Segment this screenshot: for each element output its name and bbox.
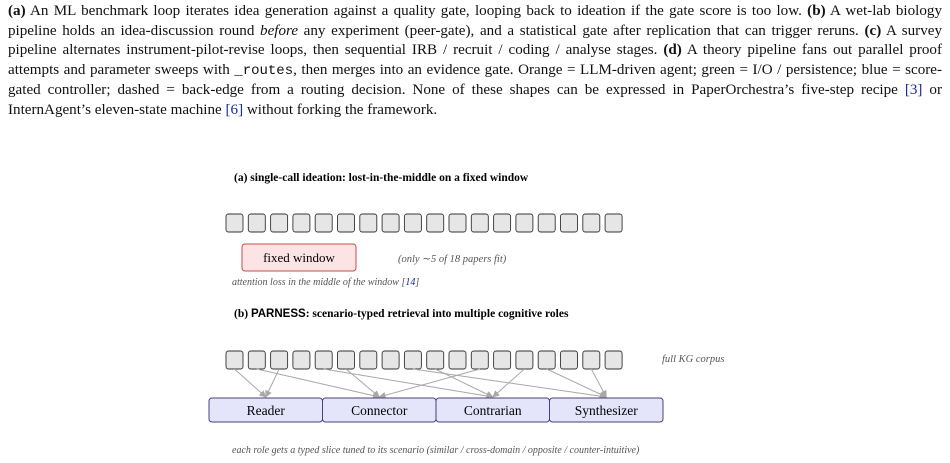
panel-a-paper-4 [293,214,310,232]
panel-b-paper-15 [538,351,555,369]
panel-a-paper-2 [248,214,265,232]
panel-a-paper-8 [382,214,399,232]
panel-a-paper-14 [516,214,533,232]
caption-label-b: (b) [807,3,826,19]
panel-b-paper-16 [561,351,578,369]
role-label-contrarian: Contrarian [463,403,522,418]
caption-label-d: (d) [663,42,682,59]
panel-a-paper-7 [360,214,377,232]
panel-b-paper-2 [248,351,265,369]
retrieval-arrow-9 [493,369,525,397]
citation-link-14[interactable]: 14 [405,277,416,288]
panel-b-paper-14 [516,351,533,369]
panel-a-paper-3 [271,214,288,232]
panel-b-paper-7 [360,351,377,369]
caption-text-d1: A theory pipeline fans out parallel proof attempts and parameter sweeps with [8,42,942,78]
panel-b-paper-8 [382,351,399,369]
panel-a-paper-5 [315,214,332,232]
caption-text-b1: A wet-lab biology pipeline holds an idea-discussion round [8,3,943,39]
caption-text-a: An ML benchmark loop iterates idea generation against a quality gate, looping back to ideation if the gate score is too low. [25,3,808,19]
panel-b-paper-11 [449,351,466,369]
panel-a-paper-16 [561,214,578,232]
retrieval-arrow-3 [257,369,380,397]
panel-b-paper-4 [293,351,310,369]
panel-b-bottom-note: each role gets a typed slice tuned to its scenario (similar / cross-domain / opposite / counter-intuitive) [232,445,640,456]
panel-b-paper-9 [404,351,421,369]
retrieval-arrow-11 [591,369,606,397]
panel-b-paper-5 [315,351,332,369]
panel-a-paper-11 [449,214,466,232]
role-label-reader: Reader [246,403,285,418]
caption-text-d3: or InternAgent’s eleven-state machine [8,82,942,118]
caption-code-routes: _routes [234,62,294,79]
panel-b-paper-row [226,351,622,369]
panel-b-title: (b) PARNESS: scenario-typed retrieval into multiple cognitive roles [234,308,569,320]
panel-a-paper-13 [494,214,511,232]
panel-a-bottom-note: attention loss in the middle of the window [14] [232,277,420,288]
parness-brand: PARNESS [250,308,306,320]
panel-a-paper-17 [583,214,600,232]
panel-a-paper-1 [226,214,243,232]
panel-a-title: (a) single-call ideation: lost-in-the-middle on a fixed window [234,172,529,184]
caption-text-d4: without forking the framework. [243,101,438,118]
citation-link-3[interactable]: 3 [909,82,918,99]
caption-text-b2: any experiment (peer-gate), and a statistical gate after replication that can trigger reruns. [298,22,865,39]
panel-b-paper-1 [226,351,243,369]
role-boxes [209,398,663,422]
retrieval-arrows [235,369,607,397]
panel-a-paper-12 [471,214,488,232]
panel-a-paper-15 [538,214,555,232]
fixed-window-note: (only ∼5 of 18 papers fit) [398,254,507,265]
panel-b-paper-13 [494,351,511,369]
caption-text-c: A survey pipeline alternates instrument-pilot-revise loops, then sequential IRB / recruit / coding / analyse stages. [8,22,942,59]
retrieval-arrow-4 [324,369,493,397]
panel-b-paper-10 [427,351,444,369]
panel-b-paper-12 [471,351,488,369]
citation-link-6[interactable]: 6 [230,101,239,118]
role-label-synthesizer: Synthesizer [574,403,638,418]
fixed-window-label: fixed window [263,250,335,265]
panel-a-paper-6 [338,214,355,232]
caption-label-a: (a) [8,3,26,19]
role-label-connector: Connector [351,403,408,418]
caption-label-c: (c) [864,22,882,39]
corpus-label: full KG corpus [662,354,725,365]
panel-a-paper-row [226,214,622,232]
panel-a-paper-10 [427,214,444,232]
retrieval-arrow-1 [235,369,266,397]
panel-a-paper-9 [404,214,421,232]
caption-text-d2: , then merges into an evidence gate. Orange = LLM-driven agent; green = I/O / persistence; blue = score-gated controller; dashed = back-edge from a routing decision. None of these shapes can be expressed in PaperOrchestra’s five-step recipe [8,61,942,99]
panel-b-paper-17 [583,351,600,369]
panel-b-paper-3 [271,351,288,369]
panel-a-paper-18 [605,214,622,232]
panel-b-paper-18 [605,351,622,369]
figure-caption: (a) An ML benchmark loop iterates idea generation against a quality gate, looping back to ideation if the gate score is too low. (b) A wet-lab biology pipeline holds an idea-discussion round before any experiment (peer-gate), and a statistical gate after replication that can trigger reruns. (c) A survey pipeline alternates instrument-pilot-revise loops, then sequential IRB / recruit / coding / analyse stages. (d) A theory pipeline fans out parallel proof attempts and parameter sweeps with _routes, then merges into an evidence gate. Orange = LLM-driven agent; green = I/O / persistence; blue = score-gated controller; dashed = back-edge from a routing decision. None of these shapes can be expressed in PaperOrchestra’s five-step recipe [3] or InternAgent’s eleven-state machine [6] without forking the framework. [8,3,943,118]
panel-b-paper-6 [338,351,355,369]
caption-italic-before: before [260,22,299,39]
